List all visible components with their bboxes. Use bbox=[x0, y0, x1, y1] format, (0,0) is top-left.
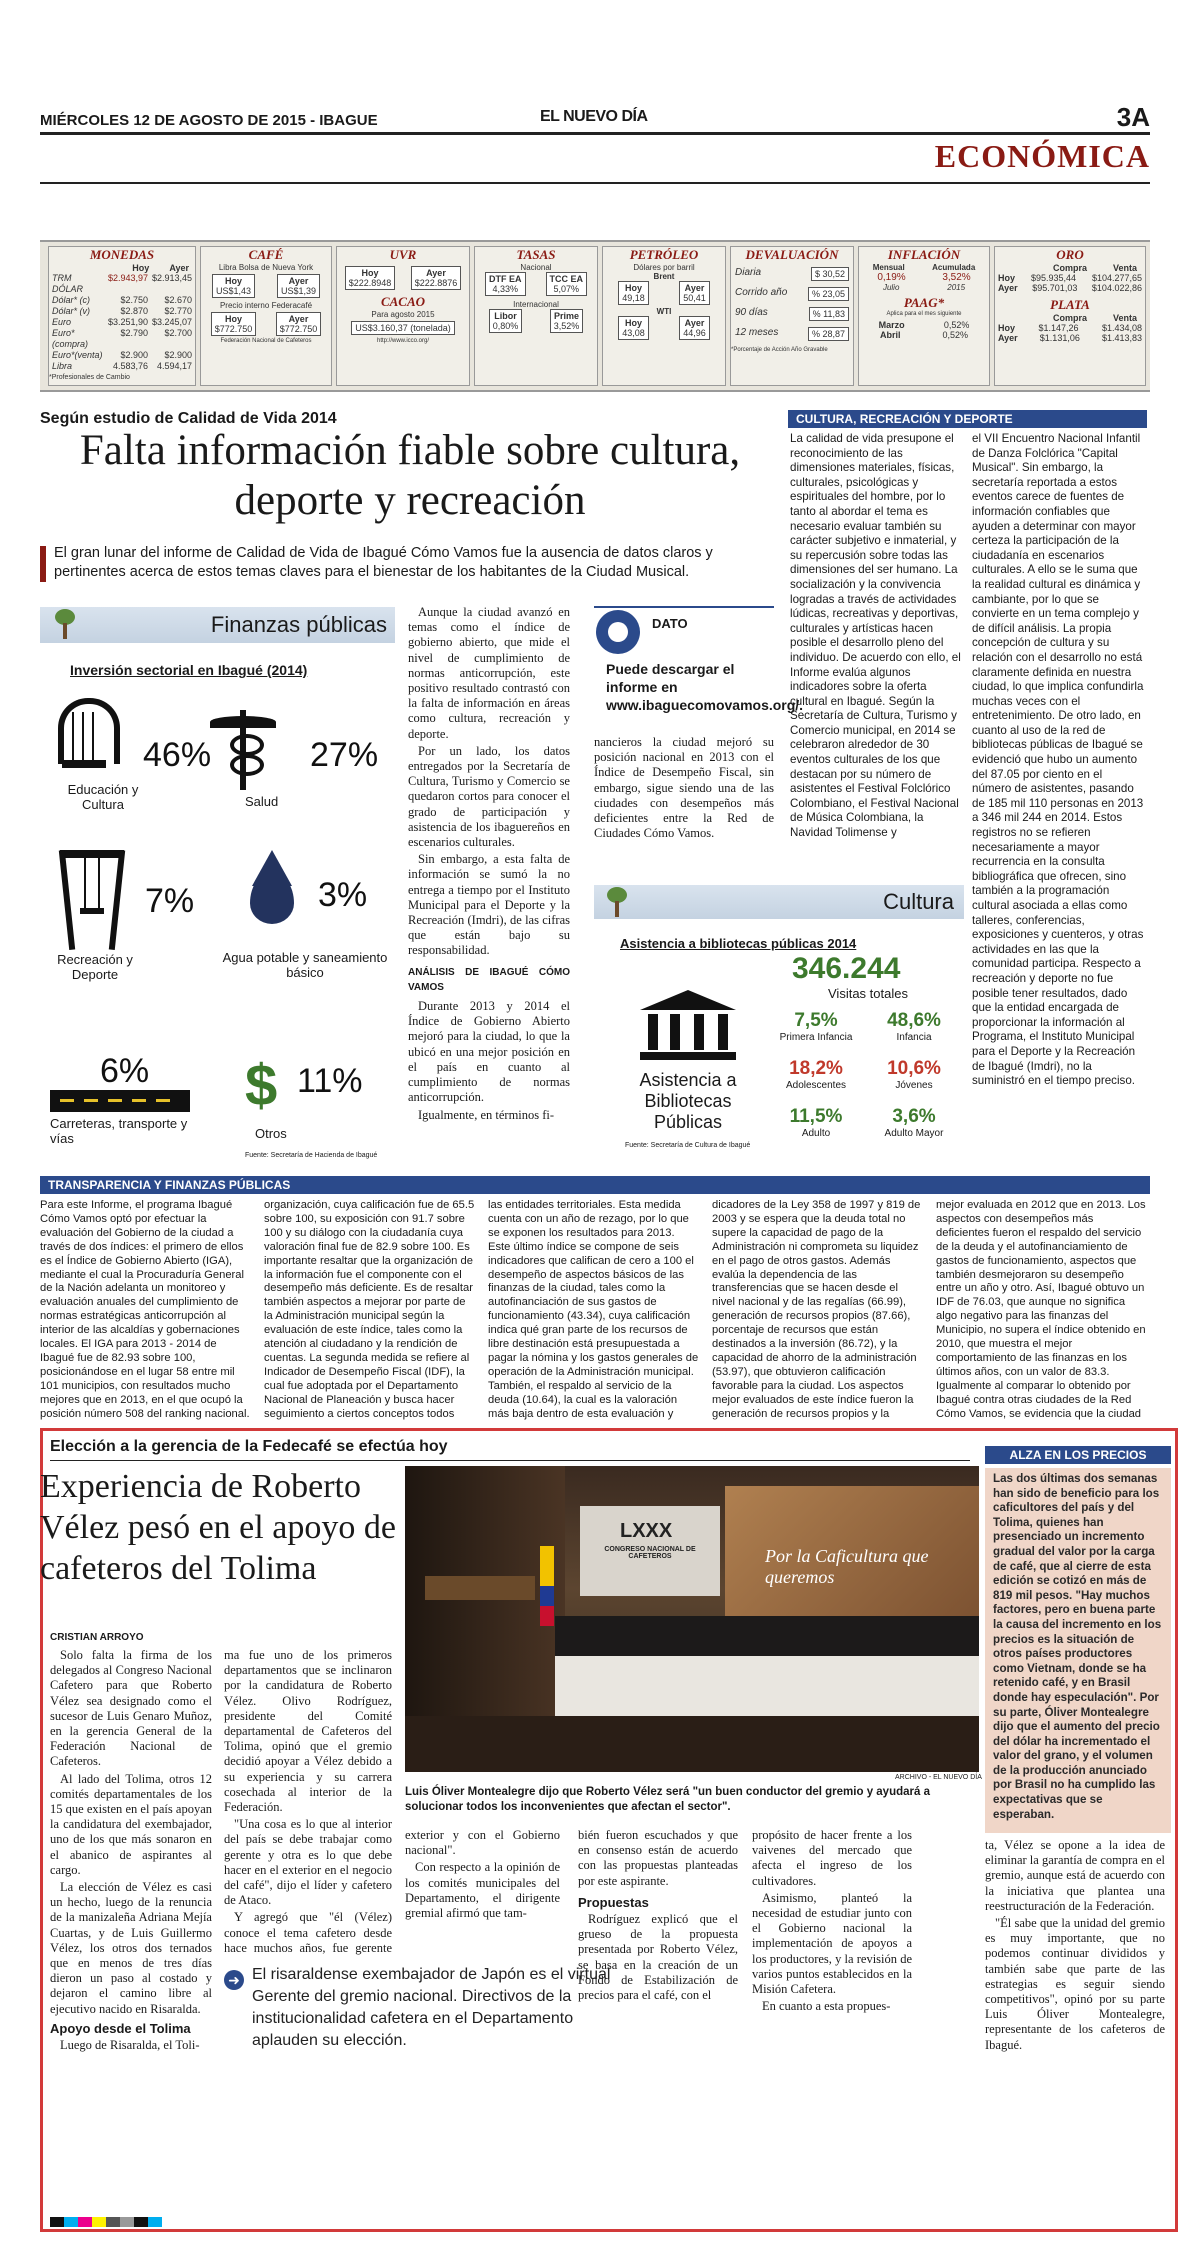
alza-bar: ALZA EN LOS PRECIOS bbox=[985, 1446, 1171, 1464]
oro-ayer-label: Ayer bbox=[998, 283, 1018, 293]
story3-byline: CRISTIAN ARROYO bbox=[50, 1632, 144, 1643]
monedas-row bbox=[49, 273, 195, 295]
devaluacion-row bbox=[731, 327, 853, 341]
tasas-dtf: DTF EA 4,33% bbox=[485, 272, 526, 296]
age-group-pct: 7,5% bbox=[794, 1010, 838, 1031]
age-group-cell bbox=[770, 1010, 862, 1043]
monedas-label: Libra bbox=[52, 361, 73, 371]
sector-pct-salud: 27% bbox=[310, 736, 379, 774]
date-line: MIÉRCOLES 12 DE AGOSTO DE 2015 - IBAGUE bbox=[40, 112, 378, 129]
tasas-tcc: TCC EA 5,07% bbox=[546, 272, 588, 296]
inflacion-mensual-value: 0,19% bbox=[877, 272, 906, 283]
finanzas-title: Finanzas públicas bbox=[210, 612, 387, 637]
age-group-label: Adolescentes bbox=[785, 1080, 847, 1091]
story1-deck-marker bbox=[40, 546, 46, 582]
header-rule bbox=[40, 132, 1150, 135]
mid-para-2: Por un lado, los datos entregados por la Secretaría de Cultura, Turismo y Comercio se quedaron cortos para conocer el grado de participación y asistencia de los ibaguereños en escenarios culturales. bbox=[408, 743, 570, 850]
cafe-sub1: Libra Bolsa de Nueva York bbox=[218, 263, 314, 272]
cultura-tree-icon bbox=[602, 887, 632, 917]
uvr-note: http://www.icco.org/ bbox=[376, 338, 430, 344]
oro-hoy-label: Hoy bbox=[998, 273, 1016, 283]
inflacion-title: INFLACIÓN bbox=[887, 247, 961, 262]
side-col1-text: La calidad de vida presupone el reconocimiento de las dimensiones materiales, físicas, culturales, psicológicas y espirituales del hombre, por lo tanto al abordar el tema es necesario evaluar también su carácter subjetivo e inmaterial, y su repercusión sobre todas las dimensiones del ser humano. La socialización y la convivencia logradas a través de actividades lúdicas, recreativas y deportivas, culturales y artísticas hacen posible el desarrollo pleno del individuo. De acuerdo con ello, el Informe evalúa algunos indicadores sobre la oferta cultural en Ibagué. Según la Secretaría de Cultura, Turismo y Comercio municipal, en 2014 se celebraron alrededor de 30 eventos culturales de los que destacan por su número de asistentes el Festival Folclórico Colombiano, el Festival Nacional de Música Colombiana, la Navidad Tolimense y bbox=[790, 432, 961, 840]
monedas-row bbox=[49, 328, 195, 350]
age-group-cell bbox=[868, 1106, 960, 1139]
story1-col-dato bbox=[594, 735, 774, 855]
story2-col bbox=[712, 1199, 924, 1421]
dato-col-text: nancieros la ciudad mejoró su posición nacional en 2013 con el Índice de Desempeño Fiscal, sin embargo, sigue siendo una de las ciudades con desempeños más deficientes entre la Red de Ciudades Cómo Vamos. bbox=[594, 735, 774, 841]
age-group-cell bbox=[868, 1058, 960, 1091]
story3-col6 bbox=[985, 1838, 1165, 2208]
plata-ayer-label: Ayer bbox=[998, 333, 1018, 343]
paag-marzo-value: 0,52% bbox=[943, 320, 970, 330]
paag-abril-value: 0,52% bbox=[942, 330, 968, 340]
devaluacion-label: 90 días bbox=[735, 307, 768, 318]
oro-venta-label: Venta bbox=[1112, 263, 1137, 273]
oro-title: ORO bbox=[1056, 247, 1084, 262]
devaluacion-rows bbox=[731, 267, 853, 341]
market-petroleo bbox=[602, 246, 726, 386]
s3-col1-p4: Luego de Risaralda, el Toli- bbox=[60, 2038, 200, 2053]
monedas-value: $3.245,07 bbox=[151, 317, 192, 327]
market-cafe bbox=[200, 246, 332, 386]
side-col1 bbox=[790, 432, 962, 877]
monedas-rows bbox=[49, 273, 195, 372]
story2-col bbox=[488, 1199, 700, 1421]
age-group-label: Primera Infancia bbox=[779, 1032, 853, 1043]
brent-ayer: Ayer 50,41 bbox=[679, 281, 710, 305]
wti-ayer: Ayer 44,96 bbox=[679, 316, 710, 340]
s3-col1-p3: La elección de Vélez es casi un hecho, luego de la renuncia de la manizaleña Adriana Mejía Cuartas, y de Luis Guillermo Vélez, los otros dos ternados que en menos de tres días dieron un paso al costado y dejaron el camino libre al ejecutivo nacido en Risaralda. bbox=[50, 1880, 212, 2016]
monedas-value: $2.913,45 bbox=[151, 273, 192, 283]
sector-label-carreteras: Carreteras, transporte y vías bbox=[50, 1116, 188, 1146]
s3-col5-p3: En cuanto a esta propues- bbox=[762, 1999, 891, 2014]
story2-col bbox=[936, 1199, 1148, 1421]
dato-title: DATO bbox=[652, 616, 688, 631]
sector-label-agua: Agua potable y saneamiento básico bbox=[222, 950, 388, 980]
page-header bbox=[40, 102, 1150, 132]
market-oro bbox=[994, 246, 1146, 386]
monedas-ayer-label: Ayer bbox=[169, 263, 189, 273]
story2-col bbox=[264, 1199, 476, 1421]
plata-ayer-compra: $1.131,06 bbox=[1039, 333, 1080, 343]
s3-col3-p1: exterior y con el Gobierno nacional". bbox=[405, 1828, 560, 1858]
story2-col-text: Para este Informe, el programa Ibagué Cómo Vamos optó por efectuar la evaluación del Gobierno de la ciudad a través de dos índices: el primero de ellos es el Índice de Gobierno Abierto (IGA), mediante el cual la Procuraduría General de la Nación adelanta un monitoreo y evaluación anuales del cumplimiento de normas estratégicas anticorrupción al interior de las alcaldías y gobernaciones locales. El IGA para 2013 - 2014 de Ibagué fue de 82.93 sobre 100, posicionándose en el lugar 58 entre mil 101 municipios, con resultados mucho mejores que en 2013, en el que ocupó la posición número 508 del ranking nacional. bbox=[40, 1199, 250, 1420]
s3-subhead2: Propuestas bbox=[578, 1894, 649, 1910]
cacao-sub: Para agosto 2015 bbox=[371, 310, 435, 319]
market-monedas bbox=[48, 246, 196, 386]
age-group-cell bbox=[770, 1058, 862, 1091]
plata-venta-label: Venta bbox=[1112, 313, 1137, 323]
s3-col5-p2: Asimismo, planteó la necesidad de estudiar junto con el Gobierno nacional la implementación de apoyos a los productores, y la revisión de varios puntos establecidos en la Misión Cafetera. bbox=[752, 1890, 912, 1997]
cacao-title: CACAO bbox=[380, 294, 426, 309]
age-group-pct: 18,2% bbox=[789, 1058, 843, 1079]
s3-col1-p1: Solo falta la firma de los delegados al Congreso Nacional Cafetero para que Roberto Vélez sea designado como el sucesor de Luis Genaro Muñoz, en la gerencia General de la Federación Nacional de Cafeteros. bbox=[50, 1648, 212, 1769]
monedas-value: 4.583,76 bbox=[112, 361, 148, 371]
side-col2-text: el VII Encuentro Nacional Infantil de Danza Folclórica "Capital Musical". Sin embargo, la secretaría reportada a estos eventos carece de fuentes de información confiables que ayuden a determinar con mayor certeza la participación de la ciudadanía en escenarios culturales. A ello se le suma que la realidad cultural es dinámica y cambiante, por lo que se convierte en un tema complejo y de difícil análisis. La propia concepción de cultura y su relación con el desarrollo no está claramente definida en nuestra ciudad, lo que implica confundirla muchas veces con el entretenimiento. De otro lado, en cuanto al uso de la red de bibliotecas públicas de Ibagué se evidenció que hubo un aumento del 87.05 por ciento en el número de asistentes, pasando de 185 mil 110 personas en 2013 a 346 mil 244 en 2014. Estos registros no se refieren necesariamente a mayor recurrencia en la consulta bibliográfica que ofrecen, sino también a la programación cultural asociada a ellas como talleres, conferencias, exposiciones y cuenteros, y otras actividades en las que la comunidad participa. Respecto a recreación y deporte no fue posible tener resultados, dado que la entidad encargada de proporcionar la información al Programa, el Instituto Municipal para el Deporte y la Recreación de Ibagué (Imdri), no la suministró en el tiempo preciso. bbox=[972, 432, 1144, 1088]
sector-pct-educacion: 46% bbox=[143, 736, 212, 774]
s3-subhead1: Apoyo desde el Tolima bbox=[50, 2020, 191, 2036]
story2-col-text: organización, cuya calificación fue de 65.5 sobre 100, su exposición con 91.7 sobre 100 y su diálogo con la ciudadanía cuya valoración final fue de 82.9 sobre 100. Es importante resaltar que la organización de la información fue el componente con el desempeño más deficiente. Es de resaltar también aspectos a mejorar por parte de la Administración municipal según la evaluación de este índice, tales como la atención al ciudadano y la rendición de cuentas. La segunda medida se refiere al Indicador de Desempeño Fiscal (IDF), la cual fue adoptada por el Departamento Nacional de Planeación y busca hacer seguimiento a ciertos conceptos todos bbox=[264, 1199, 475, 1420]
sector-pct-otros: 11% bbox=[297, 1062, 363, 1100]
page-number: 3A bbox=[1116, 102, 1150, 132]
s3-col1-p2: Al lado del Tolima, otros 12 comités departamentales de los 15 que existen en el país apoyan la candidatura del exembajador, uno de los que más sonaron en el abanico de aspirantes al cargo. bbox=[50, 1771, 212, 1877]
monedas-label: Euro bbox=[52, 317, 72, 327]
s3-col2-p3: Y agregó que "él (Vélez) conoce el tema cafetero desde hace muchos años, fue gerente bbox=[224, 1910, 392, 1955]
story3-col5 bbox=[752, 1828, 912, 2208]
uvr-title: UVR bbox=[389, 247, 417, 262]
oro-ayer-compra: $95.701,03 bbox=[1032, 283, 1078, 293]
monedas-value: $2.790 bbox=[120, 328, 148, 338]
age-group-pct: 11,5% bbox=[789, 1106, 843, 1127]
age-group-label: Jóvenes bbox=[895, 1080, 933, 1091]
sector-label-educacion: Educación y Cultura bbox=[67, 782, 139, 812]
library-icon bbox=[640, 990, 736, 1062]
arrow-right-icon: ➜ bbox=[224, 1970, 244, 1990]
uvr-hoy: Hoy $222.8948 bbox=[345, 266, 396, 290]
story3-headline: Experiencia de Roberto Vélez pesó en el apoyo de cafeteros del Tolima bbox=[40, 1468, 396, 1587]
brent-hoy: Hoy 49,18 bbox=[618, 281, 649, 305]
sector-label-recreacion: Recreación y Deporte bbox=[57, 952, 133, 982]
devaluacion-note: *Porcentaje de Acción Año Gravable bbox=[731, 347, 828, 353]
plata-hoy-compra: $1.147,26 bbox=[1038, 323, 1079, 333]
photo-banner-caficultura: Por la Caficultura que queremos bbox=[765, 1546, 929, 1587]
s3-col5-p1: propósito de hacer frente a los vaivenes del mercado que afecta el ingreso de los cultivadores. bbox=[752, 1828, 912, 1888]
gear-icon bbox=[596, 610, 640, 654]
water-drop-icon bbox=[246, 850, 298, 930]
age-group-pct: 3,6% bbox=[892, 1106, 936, 1127]
monedas-label: Euro*(compra) bbox=[52, 328, 89, 349]
devaluacion-label: Diaria bbox=[735, 267, 762, 278]
story2-col-text: las entidades territoriales. Esta medida cuenta con un año de rezago, por lo que se exponen los resultados para 2013. Este último índice se compone de seis indicadores que califican de cero a 100 el desempeño de aspectos básicos de las finanzas de la ciudad, tales como la autofinanciación de sus gastos de funcionamiento (43.34), cuya calificación indica qué gran parte de los recursos de libre destinación está presupuestada a pagar la nómina y los gastos generales de operación de la Administración municipal. También, el respaldo al servicio de la deuda (10.64), la cual es la valoración más baja dentro de esta evaluación y bbox=[488, 1199, 699, 1420]
mid-subhead: ANÁLISIS DE IBAGUÉ CÓMO VAMOS bbox=[408, 966, 570, 993]
devaluacion-value: % 23,05 bbox=[808, 287, 849, 301]
visitas-number: 346.244 bbox=[792, 952, 901, 985]
sector-pct-agua: 3% bbox=[318, 876, 368, 914]
cultura-side-bar: CULTURA, RECREACIÓN Y DEPORTE bbox=[788, 410, 1147, 428]
monedas-value: $2.870 bbox=[120, 306, 148, 316]
plata-ayer-venta: $1.413,83 bbox=[1101, 333, 1142, 343]
photo-caption: Luis Óliver Montealegre dijo que Roberto Vélez será "un buen conductor del gremio y ayudará a solucionar todos los inconvenientes que afectan el sector". bbox=[405, 1786, 930, 1813]
tasas-intl: Internacional bbox=[513, 300, 559, 309]
cafe-note: Federación Nacional de Cafeteros bbox=[220, 338, 312, 344]
sector-label-salud: Salud bbox=[245, 794, 279, 809]
inflacion-anio: 2015 bbox=[947, 283, 966, 292]
story2-columns bbox=[40, 1199, 1150, 1421]
dato-text: Puede descargar el informe en www.ibaguecomovamos.org/. bbox=[606, 661, 804, 713]
devaluacion-label: 12 meses bbox=[735, 327, 779, 338]
story3-col2 bbox=[224, 1648, 392, 1958]
monedas-row bbox=[49, 317, 195, 328]
paag-title: PAAG* bbox=[903, 295, 945, 310]
transparencia-bar: TRANSPARENCIA Y FINANZAS PÚBLICAS bbox=[40, 1176, 1150, 1194]
mid-para-3: Sin embargo, a esta falta de información se sumó la no entrega a tiempo por el Instituto Municipal para el Deporte y la Recreación (Imdri), de las cifras que están bajo su responsabilidad. bbox=[408, 852, 570, 958]
monedas-title: MONEDAS bbox=[89, 247, 155, 262]
inflacion-mensual-label: Mensual bbox=[872, 263, 905, 272]
inflacion-mes: Julio bbox=[882, 283, 900, 292]
cultura-title-bar bbox=[594, 885, 964, 919]
monedas-value: $2.770 bbox=[164, 306, 192, 316]
s3-col2-p2: "Una cosa es lo que al interior del país se debe trabajar como gerente y otra es lo que debe hacer en el exterior en el negocio del café", dijo el líder y cafetero de Ataco. bbox=[224, 1817, 392, 1908]
dato-box bbox=[594, 606, 804, 726]
plata-hoy-label: Hoy bbox=[998, 323, 1016, 333]
paag-marzo: Marzo bbox=[878, 320, 905, 330]
monedas-hoy-label: Hoy bbox=[132, 263, 150, 273]
section-rule bbox=[40, 182, 1150, 184]
monedas-row bbox=[49, 306, 195, 317]
tree-icon bbox=[50, 609, 80, 639]
age-group-label: Infancia bbox=[896, 1032, 932, 1043]
caduceus-icon bbox=[208, 710, 278, 790]
cacao-value: US$3.160,37 (tonelada) bbox=[351, 321, 455, 335]
story3-kicker: Elección a la gerencia de la Fedecafé se efectúa hoy bbox=[50, 1438, 448, 1455]
oro-hoy-venta: $104.277,65 bbox=[1091, 273, 1142, 283]
monedas-value: $3.251,90 bbox=[107, 317, 148, 327]
road-icon bbox=[50, 1090, 190, 1112]
story2-col-text: mejor evaluada en 2012 que en 2013. Los aspectos con desempeños más deficientes fueron el respaldo del servicio de la deuda y el autofinanciamiento de gastos de funcionamiento, aspectos que también desmejoraron su desempeño entre un año y otro. Así, Ibagué obtuvo un IDF de 76.03, que aunque no significa algo negativo para las finanzas del Municipio, no supera el índice obtenido en 2010, que muestra el mejor comportamiento de las finanzas en los últimos años, con un valor de 83.3. Igualmente al comparar lo obtenido por Ibagué contra otras ciudades de la Red Cómo Vamos, se evidencia que la ciudad bbox=[936, 1199, 1146, 1420]
photo-banner-lxxx: LXXX bbox=[620, 1520, 673, 1542]
monedas-value: 4.594,17 bbox=[156, 361, 192, 371]
paag-abril: Abril bbox=[879, 330, 901, 340]
monedas-note: *Profesionales de Cambio bbox=[49, 374, 130, 381]
monedas-value: $2.750 bbox=[120, 295, 148, 305]
story2-col bbox=[40, 1199, 252, 1421]
photo-banner-congreso: CONGRESO NACIONAL DE CAFETEROS bbox=[604, 1546, 696, 1560]
monedas-row bbox=[49, 361, 195, 372]
sector-pct-recreacion: 7% bbox=[145, 882, 195, 920]
oro-hoy-compra: $95.935,44 bbox=[1030, 273, 1076, 283]
monedas-value: $2.700 bbox=[164, 328, 192, 338]
cafe-bolsa-hoy: Hoy US$1,43 bbox=[212, 274, 255, 298]
s3-col2-p1: ma fue uno de los primeros departamentos que se inclinaron por la candidatura de Roberto Vélez. Olivo Rodríguez, presidente del Comité departamental de Cafeteros del Tolima, opinó que el gremio decidió apoyar a Vélez debido a su experiencia y su carrera cosechada al interior de la Federación. bbox=[224, 1648, 392, 1815]
story3-kicker-rule bbox=[50, 1460, 970, 1461]
oro-ayer-venta: $104.022,86 bbox=[1091, 283, 1142, 293]
story2-col-text: dicadores de la Ley 358 de 1997 y 819 de 2003 y se espera que la deuda total no supere la capacidad de pago de la Administración ni comprometa su liquidez en el pago de otros gastos. Además evalúa la dependencia de las transferencias que se hacen desde el nivel nacional y de las regalías (66.99), generación de recursos propios (87.66), porcentaje de recursos que están destinados a la inversión (86.72), y la capacidad de ahorro de la administración (53.97), que obtuvieron calificación favorable para la ciudad. Los aspectos mejor evaluados de este índice fueron la generación de recursos propios y la bbox=[712, 1199, 921, 1420]
age-group-label: Adulto bbox=[801, 1128, 831, 1139]
mid-para-5: Igualmente, en términos fi- bbox=[418, 1107, 555, 1122]
devaluacion-value: % 11,83 bbox=[809, 307, 849, 321]
mid-para-4: Durante 2013 y 2014 el Índice de Gobierno Abierto mejoró para la ciudad, lo que la ubicó en una mejor posición en el país en cuanto al cumplimiento de normas anticorrupción. bbox=[408, 999, 570, 1105]
monedas-label: TRM DÓLAR bbox=[52, 273, 84, 294]
sector-pct-carreteras: 6% bbox=[100, 1052, 150, 1090]
story1-deck: El gran lunar del informe de Calidad de Vida de Ibagué Cómo Vamos fue la ausencia de datos claros y pertinentes acerca de estos temas claves para el bienestar de los habitantes de la Ciudad Musical. bbox=[54, 545, 713, 580]
story1-col-mid bbox=[408, 605, 570, 1170]
devaluacion-row bbox=[731, 307, 853, 321]
age-groups-grid bbox=[770, 1010, 960, 1160]
monedas-label: Euro*(venta) bbox=[52, 350, 103, 360]
market-tasas bbox=[474, 246, 598, 386]
s3-col4-p2: Rodríguez explicó que el grueso de la propuesta presentada por Roberto Vélez, se basa en la creación de un Fondo de Estabilización de precios para el café, con el bbox=[578, 1912, 738, 2003]
cafe-bolsa-ayer: Ayer US$1,39 bbox=[277, 274, 320, 298]
monedas-value: $2.943,97 bbox=[107, 273, 148, 283]
tasas-sub: Nacional bbox=[520, 263, 552, 272]
inflacion-acumulada-label: Acumulada bbox=[932, 263, 976, 272]
devaluacion-label: Corrido año bbox=[735, 287, 788, 298]
alza-text: Las dos últimas dos semanas han sido de beneficio para los caficultores del país y del Tolima, quienes han presenciado un incremento gradual del valor por la carga de café, que al cierre de esta edición se cotizó en más de 819 mil pesos. "Hay muchos factores, pero en buena parte la causa del incremento en los precios es la situación de otros países productores como Vietnam, donde se ha retenido café, y en Brasil donde hay especulación". Por su parte, Óliver Montealegre dijo que el aumento del precio del dólar ha incrementado el valor del grano, y el volumen de la producción anunciado por Brasil no ha cumplido las expectativas que se esperaban. bbox=[993, 1472, 1162, 1821]
petroleo-wti: WTI bbox=[656, 307, 672, 316]
plata-compra-label: Compra bbox=[1052, 313, 1087, 323]
petroleo-brent: Brent bbox=[653, 272, 675, 281]
swing-icon bbox=[60, 850, 124, 950]
devaluacion-value: % 28,87 bbox=[808, 327, 849, 341]
tasas-prime: Prime 3,52% bbox=[550, 309, 584, 333]
devaluacion-row bbox=[731, 287, 853, 301]
visitas-label: Visitas totales bbox=[828, 986, 908, 1001]
devaluacion-value: $ 30,52 bbox=[811, 267, 849, 281]
monedas-row bbox=[49, 295, 195, 306]
side-col2 bbox=[972, 432, 1144, 1170]
monedas-value: $2.900 bbox=[164, 350, 192, 360]
story3-col3 bbox=[405, 1828, 560, 1928]
story1-kicker: Según estudio de Calidad de Vida 2014 bbox=[40, 410, 337, 427]
story1-headline: Falta información fiable sobre cultura, deporte y recreación bbox=[79, 427, 741, 524]
tasas-title: TASAS bbox=[516, 247, 556, 262]
source2: Fuente: Secretaría de Cultura de Ibagué bbox=[625, 1142, 751, 1149]
age-group-pct: 48,6% bbox=[887, 1010, 941, 1031]
age-group-cell bbox=[868, 1010, 960, 1043]
petroleo-sub: Dólares por barril bbox=[633, 263, 695, 272]
sector-label-otros: Otros bbox=[255, 1126, 287, 1141]
registration-strip bbox=[50, 2214, 1160, 2224]
inversion-title: Inversión sectorial en Ibagué (2014) bbox=[70, 662, 308, 678]
age-group-cell bbox=[770, 1106, 862, 1139]
monedas-label: Dólar* (v) bbox=[52, 306, 91, 316]
plata-title: PLATA bbox=[1050, 297, 1090, 312]
lyre-icon bbox=[52, 692, 116, 772]
devaluacion-title: DEVALUACIÓN bbox=[745, 247, 839, 262]
asistencia-label: Asistencia a Bibliotecas Públicas bbox=[639, 1070, 737, 1132]
cafe-title: CAFÉ bbox=[248, 247, 284, 262]
cafe-int-ayer: Ayer $772.750 bbox=[276, 312, 322, 336]
age-group-pct: 10,6% bbox=[887, 1058, 941, 1079]
paper-logo: EL NUEVO DÍA bbox=[540, 108, 648, 125]
mid-para-1: Aunque la ciudad avanzó en temas como el índice de gobierno abierto, que mide el nivel de cumplimiento de normas anticorrupción, este positivo resultado contrastó con la falta de información en áreas como cultura, recreación y deporte. bbox=[408, 605, 570, 741]
market-uvr bbox=[336, 246, 470, 386]
age-group-label: Adulto Mayor bbox=[884, 1128, 944, 1139]
dollar-icon: $ bbox=[245, 1053, 278, 1118]
congress-photo bbox=[405, 1466, 979, 1772]
paag-sub: Aplica para el mes siguiente bbox=[886, 311, 962, 317]
monedas-label: Dólar* (c) bbox=[52, 295, 91, 305]
s3-col4-p1: bién fueron escuchados y que en consenso están de acuerdo con las propuestas planteadas por este aspirante. bbox=[578, 1828, 738, 1888]
s3-col6-p1: ta, Vélez se opone a la idea de eliminar la garantía de compra en el gremio, aunque está de acuerdo con la iniciativa que plantea una reestructuración de la Federación. bbox=[985, 1838, 1165, 1913]
s3-col6-p2: "Él sabe que la unidad del gremio es muy importante, que no podemos continuar divididos y también sabe que parte de las estrategias es seguir siendo competitivos", opinó por su parte Luis Óliver Montealegre, representante de los cafeteros de Ibagué. bbox=[985, 1916, 1165, 2052]
oro-compra-label: Compra bbox=[1052, 263, 1087, 273]
plata-hoy-venta: $1.434,08 bbox=[1101, 323, 1142, 333]
photo-credit: ARCHIVO - EL NUEVO DÍA bbox=[895, 1774, 982, 1781]
cultura-title: Cultura bbox=[883, 889, 954, 914]
tasas-libor: Libor 0,80% bbox=[489, 309, 523, 333]
monedas-value: $2.670 bbox=[164, 295, 192, 305]
story3-col1 bbox=[50, 1648, 212, 2213]
uvr-ayer: Ayer $222.8876 bbox=[411, 266, 462, 290]
inflacion-acumulada-value: 3,52% bbox=[942, 272, 971, 283]
source1: Fuente: Secretaría de Hacienda de Ibagué bbox=[245, 1152, 378, 1159]
monedas-row bbox=[49, 350, 195, 361]
cafe-sub2: Precio interno bbox=[219, 301, 270, 310]
pullquote-text: El risaraldense exembajador de Japón es el virtual Gerente del gremio nacional. Directivos de la institucionalidad cafetera en el Departamento aplauden su elección. bbox=[252, 1966, 611, 2049]
finanzas-title-bar bbox=[40, 607, 395, 643]
asistencia-title: Asistencia a bibliotecas públicas 2014 bbox=[620, 936, 857, 951]
petroleo-title: PETRÓLEO bbox=[629, 247, 699, 262]
wti-hoy: Hoy 43,08 bbox=[618, 316, 649, 340]
cafe-int-hoy: Hoy $772.750 bbox=[211, 312, 257, 336]
section-title: ECONÓMICA bbox=[934, 138, 1150, 174]
devaluacion-row bbox=[731, 267, 853, 281]
market-inflacion bbox=[858, 246, 990, 386]
cafe-sub2b: Federacafé bbox=[271, 301, 313, 310]
pullquote bbox=[224, 1964, 619, 2084]
monedas-value: $2.900 bbox=[120, 350, 148, 360]
s3-col3-p2: Con respecto a la opinión de los comités municipales del Departamento, el dirigente gremial afirmó que tam- bbox=[405, 1860, 560, 1921]
market-devaluacion bbox=[730, 246, 854, 386]
